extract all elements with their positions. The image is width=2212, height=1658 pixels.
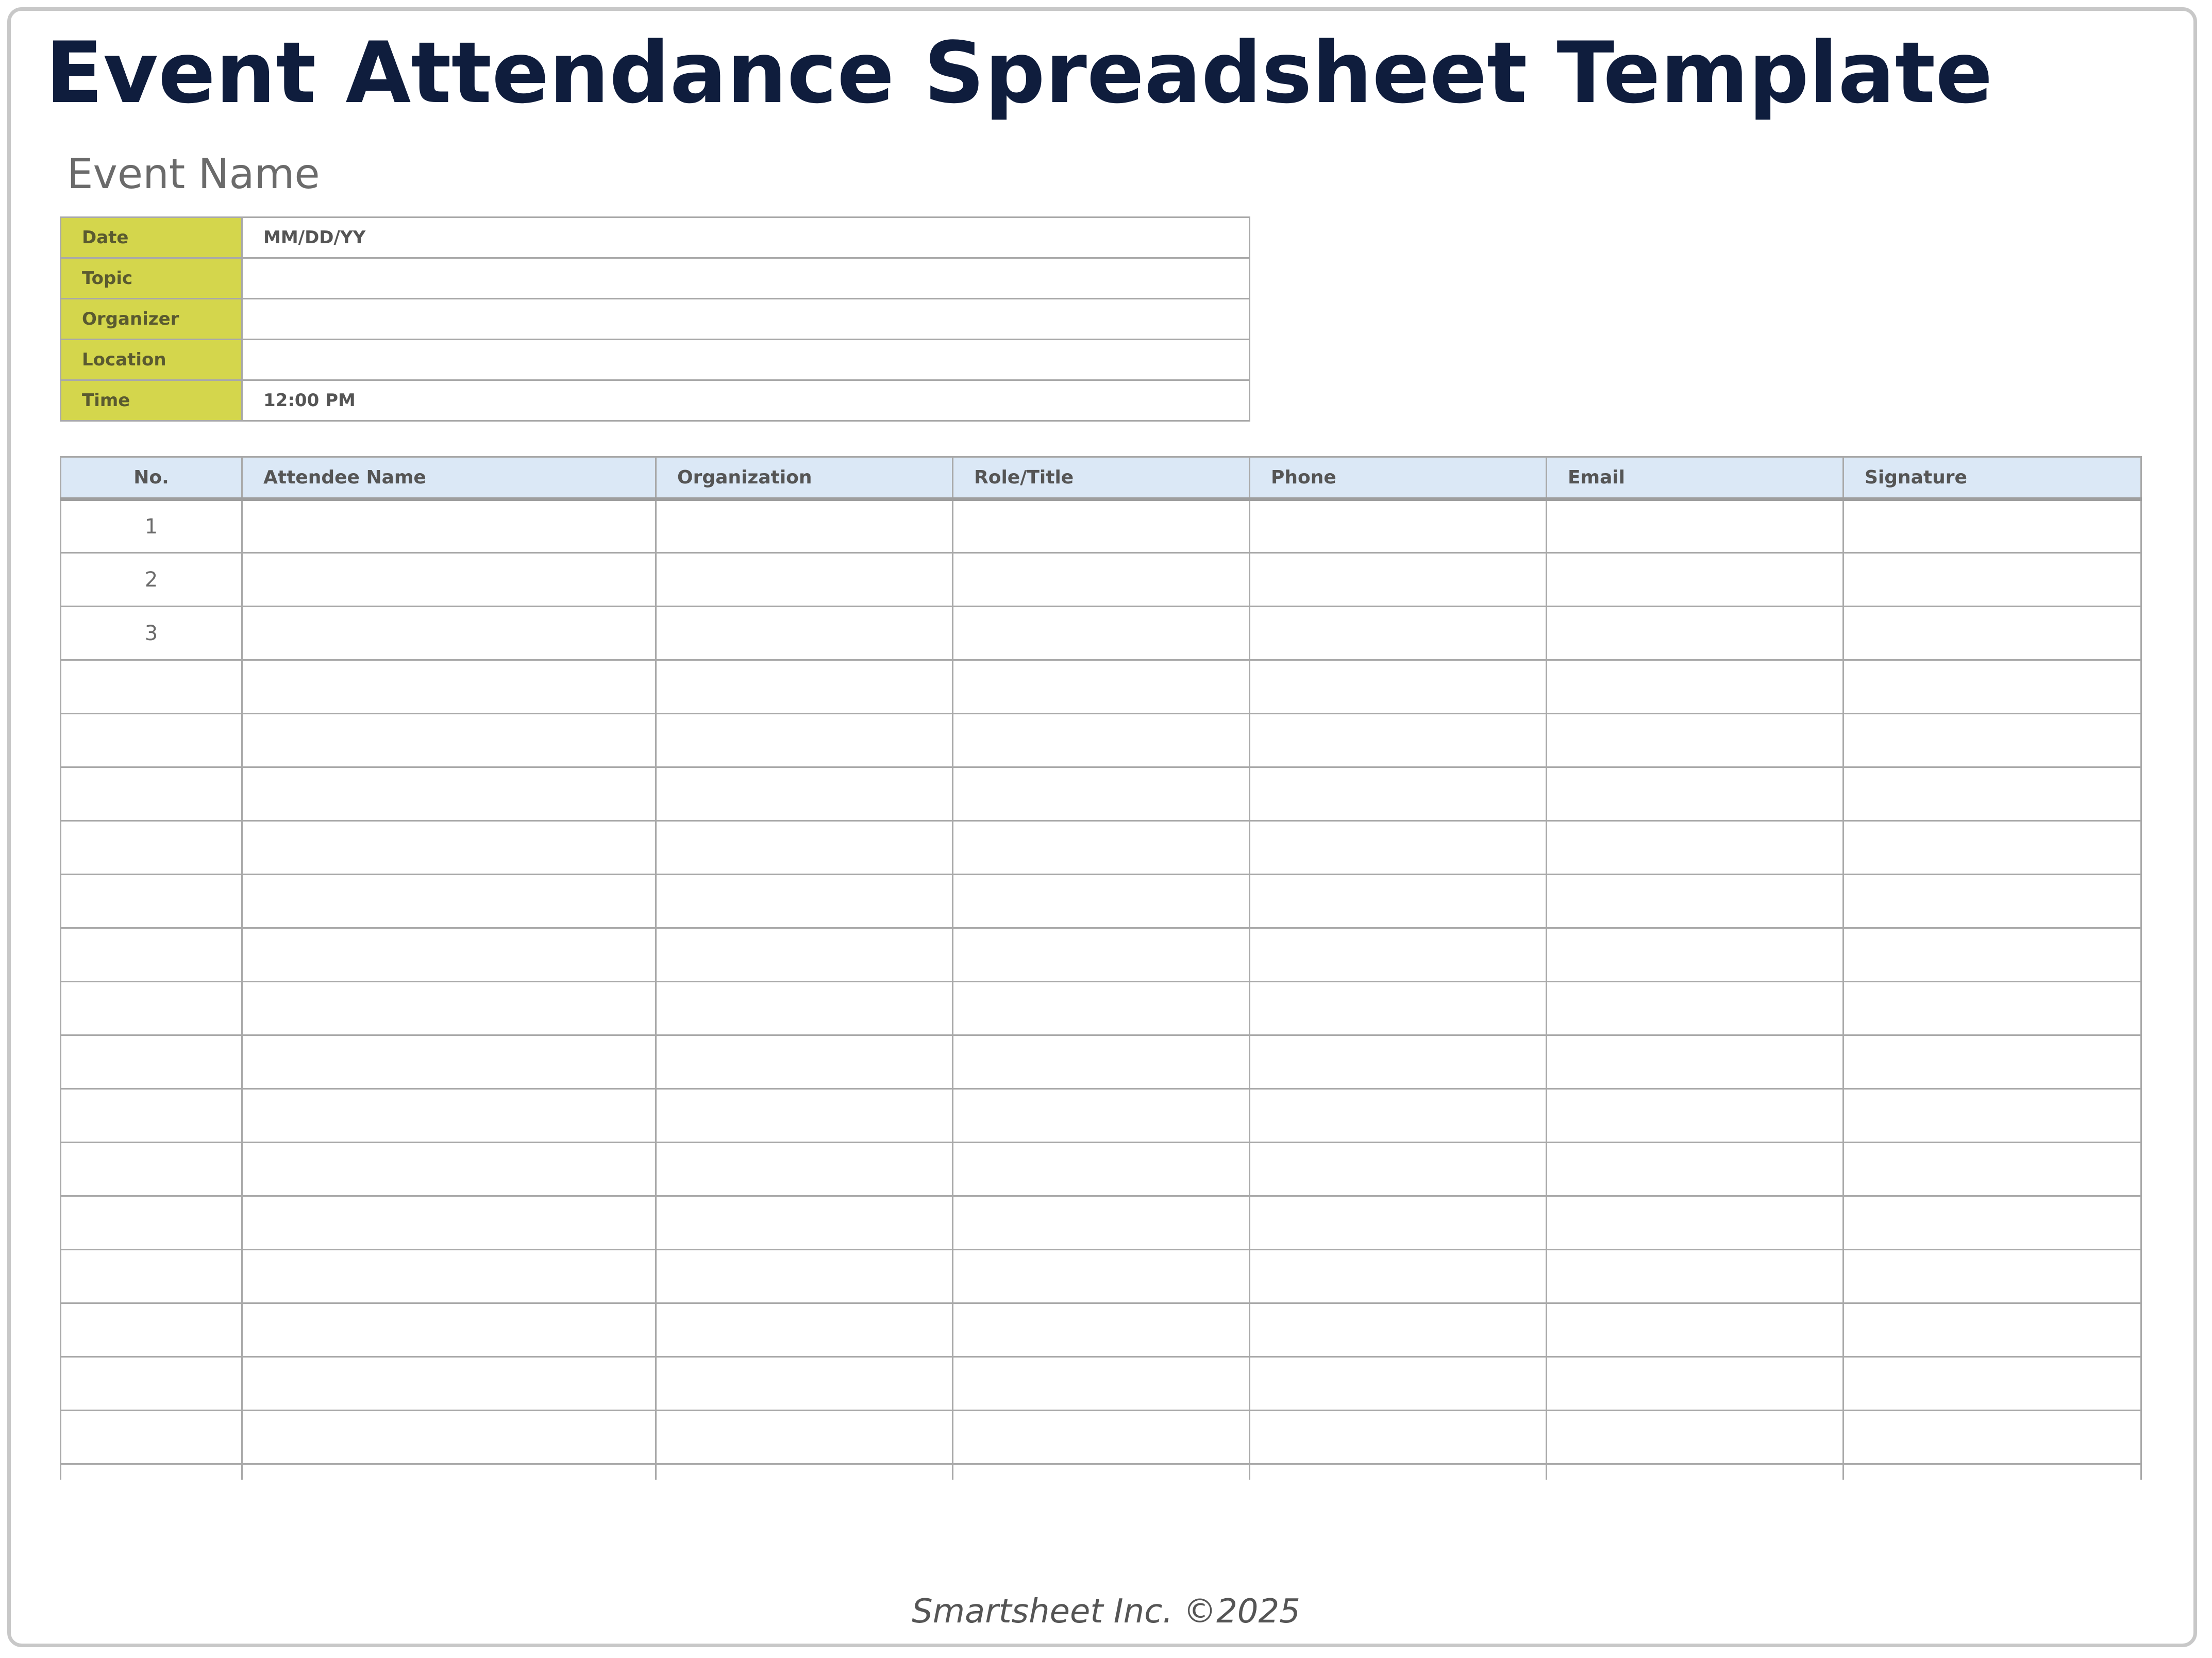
number-cell[interactable] xyxy=(61,875,242,928)
number-cell[interactable] xyxy=(61,714,242,767)
info-row-organizer xyxy=(61,299,1250,340)
phone-cell[interactable] xyxy=(1250,499,1547,553)
attendee-name-cell[interactable] xyxy=(242,1357,656,1411)
col-header-email: Email xyxy=(1547,457,1844,499)
phone-cell[interactable] xyxy=(1250,1089,1547,1143)
page-title: Event Attendance Spreadsheet Template xyxy=(45,24,1993,122)
footer-copyright: Smartsheet Inc. ©2025 xyxy=(912,1593,1300,1631)
col-header-role-title: Role/Title xyxy=(953,457,1250,499)
number-cell[interactable] xyxy=(61,660,242,714)
organization-cell[interactable] xyxy=(656,1411,953,1464)
number-cell[interactable] xyxy=(61,982,242,1035)
attendee-name-cell[interactable] xyxy=(242,821,656,875)
partial-cell xyxy=(1250,1464,1547,1480)
phone-cell[interactable] xyxy=(1250,714,1547,767)
organization-cell[interactable] xyxy=(656,982,953,1035)
attendee-name-cell[interactable] xyxy=(242,660,656,714)
number-cell[interactable] xyxy=(61,1357,242,1411)
attendee-name-cell[interactable] xyxy=(242,1411,656,1464)
role-title-cell[interactable] xyxy=(953,499,1250,553)
attendance-header-row xyxy=(61,457,2141,499)
attendee-name-cell[interactable] xyxy=(242,982,656,1035)
role-title-cell[interactable] xyxy=(953,1196,1250,1250)
event-name-heading[interactable]: Event Name xyxy=(67,150,320,198)
table-row xyxy=(61,1303,2141,1357)
email-cell[interactable] xyxy=(1547,767,1844,821)
partial-cell xyxy=(1547,1464,1844,1480)
col-header-attendee-name: Attendee Name xyxy=(242,457,656,499)
attendee-name-cell[interactable] xyxy=(242,714,656,767)
col-header-phone: Phone xyxy=(1250,457,1547,499)
table-row xyxy=(61,499,2141,553)
role-title-cell[interactable] xyxy=(953,767,1250,821)
attendee-name-cell[interactable] xyxy=(242,1143,656,1196)
role-title-cell[interactable] xyxy=(953,1143,1250,1196)
signature-cell[interactable] xyxy=(1844,1035,2141,1089)
organization-cell[interactable] xyxy=(656,1303,953,1357)
signature-cell[interactable] xyxy=(1844,875,2141,928)
email-cell[interactable] xyxy=(1547,1250,1844,1303)
email-cell[interactable] xyxy=(1547,1035,1844,1089)
partial-cell xyxy=(61,1464,242,1480)
attendee-name-cell[interactable] xyxy=(242,928,656,982)
organizer-label: Organizer xyxy=(61,299,242,340)
info-row-topic xyxy=(61,258,1250,299)
table-row xyxy=(61,553,2141,607)
email-cell[interactable] xyxy=(1547,1196,1844,1250)
organization-cell[interactable] xyxy=(656,1143,953,1196)
phone-cell[interactable] xyxy=(1250,875,1547,928)
attendee-name-cell[interactable] xyxy=(242,875,656,928)
number-cell[interactable]: 2 xyxy=(61,553,242,607)
organization-cell[interactable] xyxy=(656,1250,953,1303)
signature-cell[interactable] xyxy=(1844,1357,2141,1411)
signature-cell[interactable] xyxy=(1844,553,2141,607)
signature-cell[interactable] xyxy=(1844,714,2141,767)
table-row xyxy=(61,714,2141,767)
organization-cell[interactable] xyxy=(656,1196,953,1250)
info-row-time xyxy=(61,380,1250,421)
organization-cell[interactable] xyxy=(656,821,953,875)
table-row xyxy=(61,928,2141,982)
phone-cell[interactable] xyxy=(1250,767,1547,821)
number-cell[interactable]: 1 xyxy=(61,499,242,553)
signature-cell[interactable] xyxy=(1844,1303,2141,1357)
partial-cell xyxy=(656,1464,953,1480)
phone-cell[interactable] xyxy=(1250,553,1547,607)
partial-cell xyxy=(242,1464,656,1480)
topic-value-cell[interactable] xyxy=(242,258,1250,299)
role-title-cell[interactable] xyxy=(953,607,1250,660)
table-row xyxy=(61,982,2141,1035)
email-cell[interactable] xyxy=(1547,1143,1844,1196)
role-title-cell[interactable] xyxy=(953,1411,1250,1464)
attendance-body xyxy=(61,499,2141,1480)
phone-cell[interactable] xyxy=(1250,1411,1547,1464)
email-cell[interactable] xyxy=(1547,1411,1844,1464)
signature-cell[interactable] xyxy=(1844,767,2141,821)
phone-cell[interactable] xyxy=(1250,607,1547,660)
organizer-value-cell[interactable] xyxy=(242,299,1250,340)
date-label: Date xyxy=(61,217,242,258)
attendee-name-cell[interactable] xyxy=(242,1250,656,1303)
table-row xyxy=(61,1250,2141,1303)
location-label: Location xyxy=(61,340,242,380)
attendee-name-cell[interactable] xyxy=(242,767,656,821)
organization-cell[interactable] xyxy=(656,607,953,660)
event-info-table xyxy=(60,216,1250,422)
role-title-cell[interactable] xyxy=(953,1357,1250,1411)
email-cell[interactable] xyxy=(1547,553,1844,607)
signature-cell[interactable] xyxy=(1844,499,2141,553)
date-value-cell[interactable]: MM/DD/YY xyxy=(242,217,1250,258)
role-title-cell[interactable] xyxy=(953,928,1250,982)
table-row xyxy=(61,1196,2141,1250)
table-row xyxy=(61,1089,2141,1143)
attendee-name-cell[interactable] xyxy=(242,1196,656,1250)
phone-cell[interactable] xyxy=(1250,1143,1547,1196)
email-cell[interactable] xyxy=(1547,1303,1844,1357)
number-cell[interactable] xyxy=(61,928,242,982)
table-row xyxy=(61,1143,2141,1196)
phone-cell[interactable] xyxy=(1250,928,1547,982)
email-cell[interactable] xyxy=(1547,1357,1844,1411)
number-cell[interactable] xyxy=(61,1411,242,1464)
number-cell[interactable] xyxy=(61,1035,242,1089)
number-cell[interactable] xyxy=(61,1196,242,1250)
signature-cell[interactable] xyxy=(1844,928,2141,982)
table-row xyxy=(61,821,2141,875)
table-row xyxy=(61,875,2141,928)
phone-cell[interactable] xyxy=(1250,982,1547,1035)
attendee-name-cell[interactable] xyxy=(242,1089,656,1143)
role-title-cell[interactable] xyxy=(953,1250,1250,1303)
organization-cell[interactable] xyxy=(656,660,953,714)
attendance-table xyxy=(60,456,2142,1480)
col-header-no: No. xyxy=(61,457,242,499)
number-cell[interactable] xyxy=(61,1089,242,1143)
email-cell[interactable] xyxy=(1547,660,1844,714)
email-cell[interactable] xyxy=(1547,607,1844,660)
email-cell[interactable] xyxy=(1547,821,1844,875)
signature-cell[interactable] xyxy=(1844,660,2141,714)
phone-cell[interactable] xyxy=(1250,1035,1547,1089)
time-value-cell[interactable]: 12:00 PM xyxy=(242,380,1250,421)
phone-cell[interactable] xyxy=(1250,1303,1547,1357)
role-title-cell[interactable] xyxy=(953,821,1250,875)
signature-cell[interactable] xyxy=(1844,1196,2141,1250)
table-row xyxy=(61,660,2141,714)
number-cell[interactable] xyxy=(61,1143,242,1196)
topic-label: Topic xyxy=(61,258,242,299)
info-row-date xyxy=(61,217,1250,258)
signature-cell[interactable] xyxy=(1844,607,2141,660)
location-value-cell[interactable] xyxy=(242,340,1250,380)
role-title-cell[interactable] xyxy=(953,660,1250,714)
email-cell[interactable] xyxy=(1547,499,1844,553)
attendee-name-cell[interactable] xyxy=(242,499,656,553)
signature-cell[interactable] xyxy=(1844,1143,2141,1196)
organization-cell[interactable] xyxy=(656,1357,953,1411)
signature-cell[interactable] xyxy=(1844,1411,2141,1464)
role-title-cell[interactable] xyxy=(953,1303,1250,1357)
attendee-name-cell[interactable] xyxy=(242,1303,656,1357)
number-cell[interactable] xyxy=(61,1303,242,1357)
table-row-partial xyxy=(61,1464,2141,1480)
organization-cell[interactable] xyxy=(656,928,953,982)
email-cell[interactable] xyxy=(1547,875,1844,928)
role-title-cell[interactable] xyxy=(953,1089,1250,1143)
attendee-name-cell[interactable] xyxy=(242,607,656,660)
col-header-organization: Organization xyxy=(656,457,953,499)
organization-cell[interactable] xyxy=(656,767,953,821)
signature-cell[interactable] xyxy=(1844,821,2141,875)
table-row xyxy=(61,1357,2141,1411)
table-row xyxy=(61,1035,2141,1089)
organization-cell[interactable] xyxy=(656,499,953,553)
email-cell[interactable] xyxy=(1547,928,1844,982)
email-cell[interactable] xyxy=(1547,714,1844,767)
partial-cell xyxy=(953,1464,1250,1480)
organization-cell[interactable] xyxy=(656,875,953,928)
organization-cell[interactable] xyxy=(656,553,953,607)
phone-cell[interactable] xyxy=(1250,821,1547,875)
signature-cell[interactable] xyxy=(1844,1250,2141,1303)
role-title-cell[interactable] xyxy=(953,1035,1250,1089)
organization-cell[interactable] xyxy=(656,1089,953,1143)
number-cell[interactable]: 3 xyxy=(61,607,242,660)
table-row xyxy=(61,1411,2141,1464)
time-label: Time xyxy=(61,380,242,421)
role-title-cell[interactable] xyxy=(953,714,1250,767)
organization-cell[interactable] xyxy=(656,1035,953,1089)
number-cell[interactable] xyxy=(61,1250,242,1303)
col-header-signature: Signature xyxy=(1844,457,2141,499)
email-cell[interactable] xyxy=(1547,982,1844,1035)
signature-cell[interactable] xyxy=(1844,982,2141,1035)
number-cell[interactable] xyxy=(61,767,242,821)
number-cell[interactable] xyxy=(61,821,242,875)
phone-cell[interactable] xyxy=(1250,1357,1547,1411)
email-cell[interactable] xyxy=(1547,1089,1844,1143)
table-row xyxy=(61,767,2141,821)
info-row-location xyxy=(61,340,1250,380)
organization-cell[interactable] xyxy=(656,714,953,767)
partial-cell xyxy=(1844,1464,2141,1480)
phone-cell[interactable] xyxy=(1250,660,1547,714)
phone-cell[interactable] xyxy=(1250,1196,1547,1250)
attendee-name-cell[interactable] xyxy=(242,553,656,607)
phone-cell[interactable] xyxy=(1250,1250,1547,1303)
attendee-name-cell[interactable] xyxy=(242,1035,656,1089)
role-title-cell[interactable] xyxy=(953,982,1250,1035)
role-title-cell[interactable] xyxy=(953,553,1250,607)
role-title-cell[interactable] xyxy=(953,875,1250,928)
table-row xyxy=(61,607,2141,660)
signature-cell[interactable] xyxy=(1844,1089,2141,1143)
